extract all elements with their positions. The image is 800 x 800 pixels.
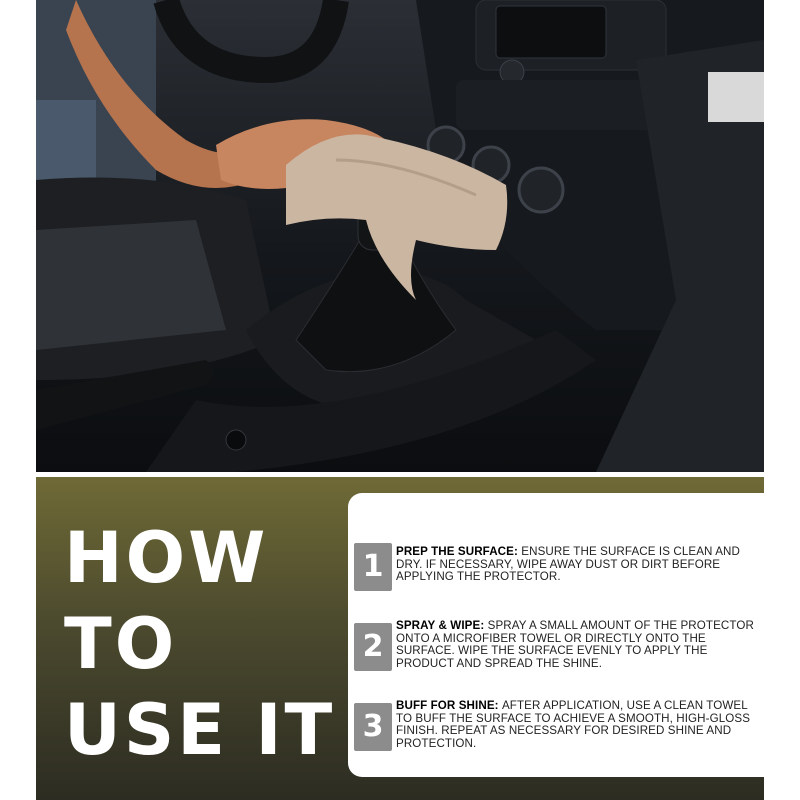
step-number-badge: 2 bbox=[354, 623, 392, 671]
page-title bbox=[64, 515, 335, 773]
step-text bbox=[396, 700, 758, 750]
title-line-1: HOW bbox=[64, 517, 269, 599]
step-number-badge: 3 bbox=[354, 703, 392, 751]
step-body: ENSURE THE SURFACE IS CLEAN AND DRY. IF NECESSARY, WIPE AWAY DUST OR DIRT BEFORE APPLYING THE PROTECTOR. bbox=[396, 545, 740, 584]
step-title: BUFF FOR SHINE: bbox=[396, 699, 502, 712]
title-line-3: USE IT bbox=[64, 689, 336, 771]
car-interior-photo bbox=[36, 0, 764, 472]
step-title: SPRAY & WIPE: bbox=[396, 619, 488, 632]
step-title: PREP THE SURFACE: bbox=[396, 545, 522, 558]
step-text bbox=[396, 546, 758, 584]
step-body: SPRAY A SMALL AMOUNT OF THE PROTECTOR ONTO A MICROFIBER TOWEL OR DIRECTLY ONTO THE SURFACE. WIPE THE SURFACE EVENLY TO APPLY THE PRODUCT AND SPREAD THE SHINE. bbox=[396, 619, 754, 670]
instructions-panel bbox=[36, 477, 764, 800]
step-number-badge: 1 bbox=[354, 543, 392, 591]
steps-card bbox=[348, 493, 764, 777]
hand-wiping-gear-shift-icon bbox=[36, 0, 764, 472]
step-body: AFTER APPLICATION, USE A CLEAN TOWEL TO BUFF THE SURFACE TO ACHIEVE A SMOOTH, HIGH-GLOSS FINISH. REPEAT AS NECESSARY FOR DESIRED SHINE AND PROTECTION. bbox=[396, 699, 751, 750]
step-text bbox=[396, 620, 758, 670]
title-line-2: TO bbox=[64, 603, 178, 685]
